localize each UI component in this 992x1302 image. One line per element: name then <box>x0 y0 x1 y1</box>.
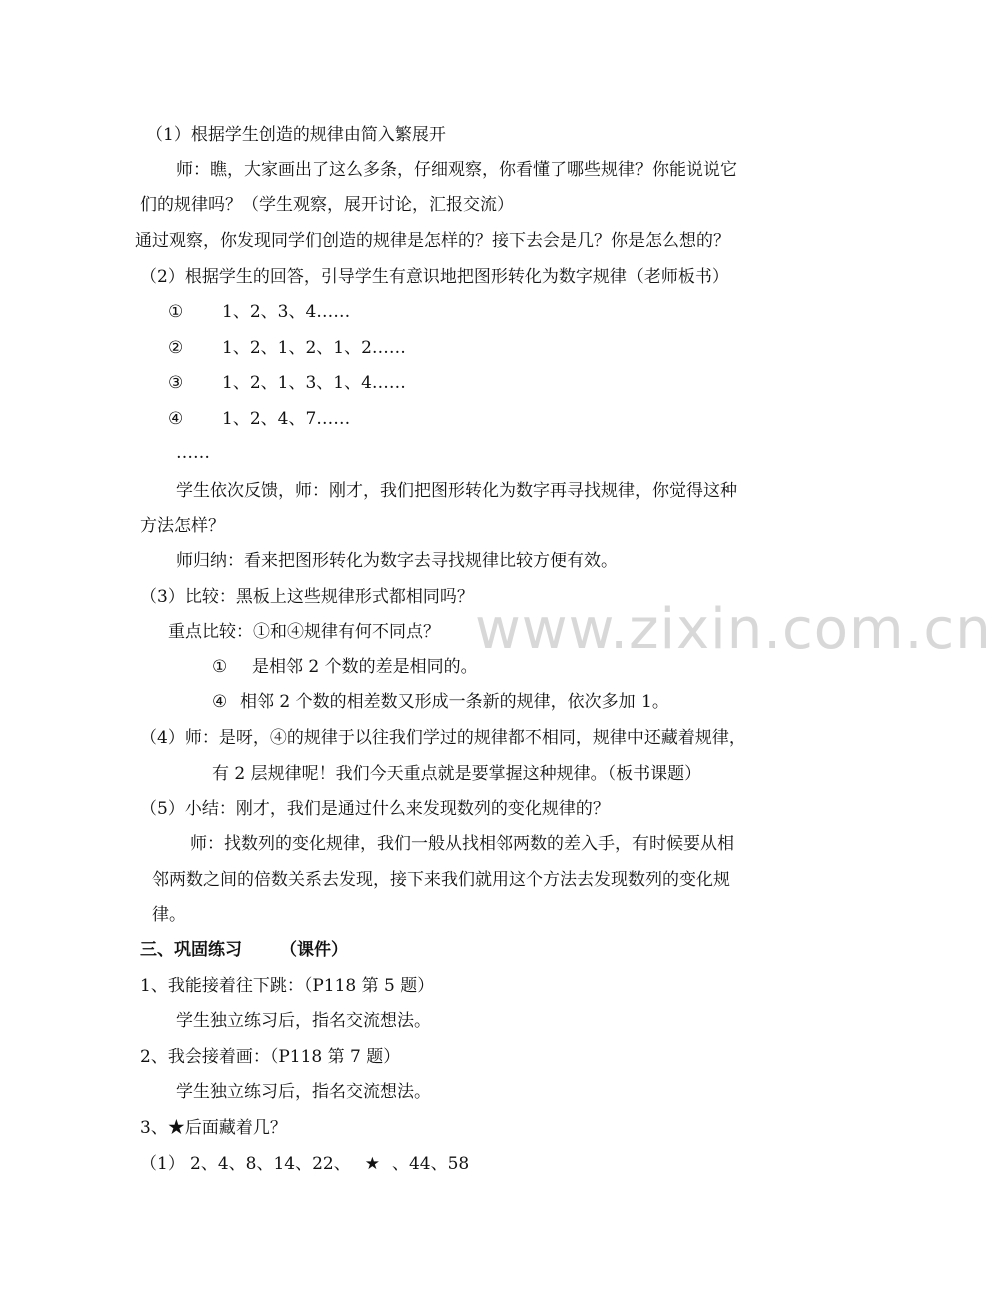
sequence-marker: ② <box>168 338 184 358</box>
student-feedback-line-2: 方法怎样？ <box>140 516 225 536</box>
teacher-method-line-3: 律。 <box>152 905 186 925</box>
sequence-row <box>168 408 350 430</box>
sequence-values: 1、2、1、3、1、4…… <box>222 373 406 393</box>
comparison-text: 是相邻 2 个数的差是相同的。 <box>252 657 478 677</box>
watermark: www.zixin.com.cn <box>475 597 992 662</box>
comparison-marker: ① <box>212 657 228 677</box>
step-2-heading: （2）根据学生的回答，引导学生有意识地把图形转化为数字规律（老师板书） <box>140 267 729 287</box>
comparison-row <box>212 656 478 678</box>
sequence-row <box>168 337 406 359</box>
sequence-marker: ① <box>168 302 184 322</box>
section-heading <box>140 939 348 961</box>
section-title: 三、巩固练习 <box>140 940 242 960</box>
section-note: （课件） <box>280 940 348 960</box>
sequence-values: 1、2、4、7…… <box>222 409 351 429</box>
teacher-method-line-1: 师：找数列的变化规律，我们一般从找相邻两数的差入手，有时候要从相 <box>190 834 734 854</box>
teacher-method-line-2: 邻两数之间的倍数关系去发现，接下来我们就用这个方法去发现数列的变化规 <box>152 870 730 890</box>
comparison-text: 相邻 2 个数的相差数又形成一条新的规律，依次多加 1。 <box>240 692 669 712</box>
sequence-values: 1、2、1、2、1、2…… <box>222 338 406 358</box>
exercise-3-label: （1） <box>140 1154 185 1174</box>
teacher-prompt-line-1: 师：瞧，大家画出了这么多条，仔细观察，你看懂了哪些规律？你能说说它 <box>176 160 737 180</box>
step-1-heading: （1）根据学生创造的规律由简入繁展开 <box>146 125 446 145</box>
step-4-line-2: 有 2 层规律呢！我们今天重点就是要掌握这种规律。（板书课题） <box>212 764 702 784</box>
exercise-1-instruction: 学生独立练习后，指名交流想法。 <box>176 1011 431 1031</box>
step-3-heading: （3）比较：黑板上这些规律形式都相同吗？ <box>140 587 474 607</box>
star-icon: ★ <box>364 1154 380 1174</box>
exercise-1-title: 1、我能接着往下跳：（P118 第 5 题） <box>140 976 435 996</box>
comparison-row <box>212 691 669 713</box>
student-feedback-line-1: 学生依次反馈，师：刚才，我们把图形转化为数字再寻找规律，你觉得这种 <box>176 481 737 501</box>
step-4-line-1: （4）师：是呀，④的规律于以往我们学过的规律都不相同，规律中还藏着规律， <box>140 728 746 748</box>
sequence-marker: ④ <box>168 409 184 429</box>
exercise-2-title: 2、我会接着画：（P118 第 7 题） <box>140 1047 401 1067</box>
key-comparison: 重点比较：①和④规律有何不同点？ <box>168 622 440 642</box>
sequence-after-star: 、44、58 <box>391 1154 470 1174</box>
observation-question: 通过观察，你发现同学们创造的规律是怎样的？接下去会是几？你是怎么想的？ <box>135 231 730 251</box>
exercise-2-instruction: 学生独立练习后，指名交流想法。 <box>176 1082 431 1102</box>
exercise-3-sequence <box>140 1153 469 1175</box>
sequence-values: 1、2、3、4…… <box>222 302 351 322</box>
sequence-before-star: 2、4、8、14、22、 <box>190 1154 351 1174</box>
comparison-marker: ④ <box>212 692 228 712</box>
teacher-prompt-line-2: 们的规律吗？（学生观察，展开讨论，汇报交流） <box>140 195 514 215</box>
step-5-heading: （5）小结：刚才，我们是通过什么来发现数列的变化规律的？ <box>140 799 610 819</box>
exercise-3-title: 3、★后面藏着几？ <box>140 1118 287 1138</box>
sequence-marker: ③ <box>168 373 184 393</box>
sequence-row <box>168 372 406 394</box>
sequence-row <box>168 301 350 323</box>
teacher-summary: 师归纳：看来把图形转化为数字去寻找规律比较方便有效。 <box>176 551 618 571</box>
ellipsis: …… <box>176 443 210 463</box>
